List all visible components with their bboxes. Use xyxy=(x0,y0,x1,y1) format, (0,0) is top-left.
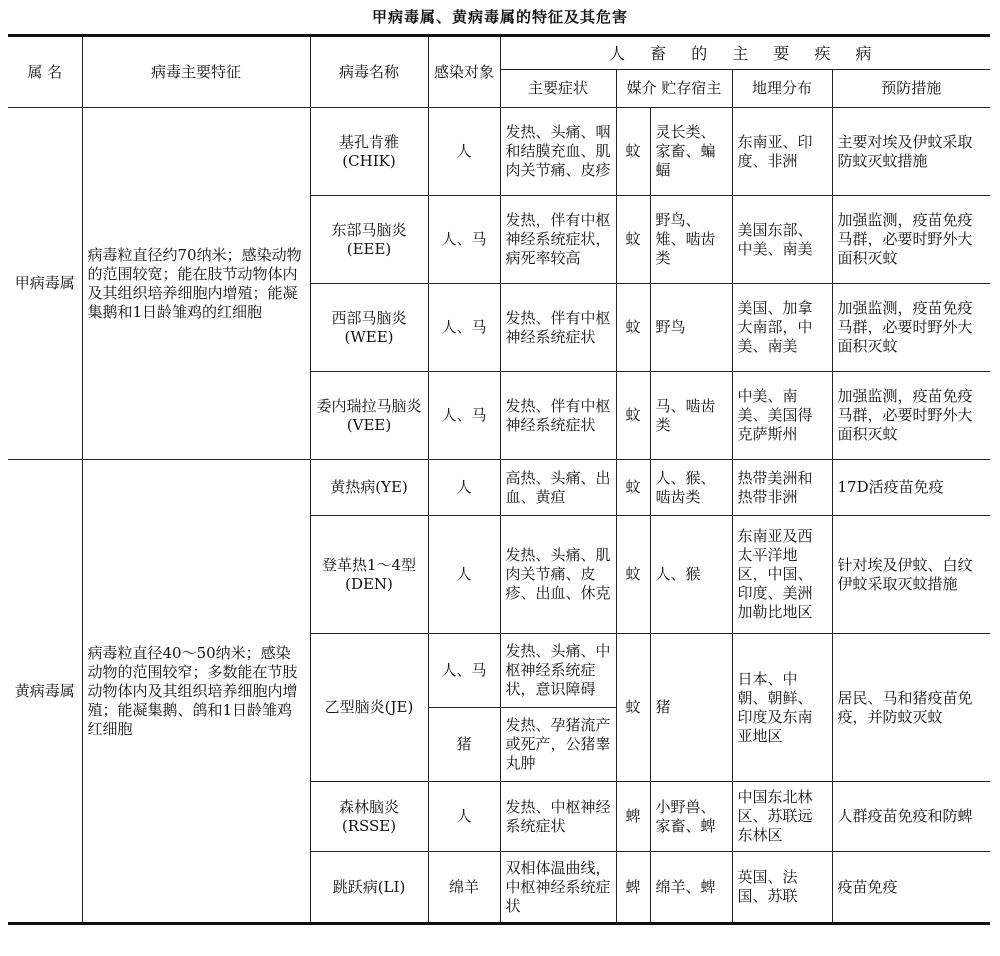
symptoms-cell: 发热、头痛、咽和结膜充血、肌肉关节痛、皮疹 xyxy=(500,108,616,196)
distribution-cell: 美国、加拿大南部，中美、南美 xyxy=(732,284,832,372)
symptoms-cell: 发热，伴有中枢神经系统症状，病死率较高 xyxy=(500,196,616,284)
table-row xyxy=(8,460,990,516)
reservoir-cell: 小野兽、家畜、蜱 xyxy=(650,782,732,852)
virus-name-cell: 东部马脑炎(EEE) xyxy=(310,196,428,284)
prevention-cell: 17D活疫苗免疫 xyxy=(832,460,990,516)
header-virus-name: 病毒名称 xyxy=(310,36,428,108)
reservoir-cell: 马、啮齿类 xyxy=(650,372,732,460)
target-cell: 人、马 xyxy=(428,634,500,708)
virus-table xyxy=(8,34,990,925)
prevention-cell: 加强监测，疫苗免疫马群，必要时野外大面积灭蚊 xyxy=(832,196,990,284)
virus-name-cell: 乙型脑炎(JE) xyxy=(310,634,428,782)
header-symptoms: 主要症状 xyxy=(500,70,616,108)
reservoir-cell: 人、猴 xyxy=(650,516,732,634)
virus-name-cell: 跳跃病(LI) xyxy=(310,852,428,924)
reservoir-cell: 绵羊、蜱 xyxy=(650,852,732,924)
header-genus: 属 名 xyxy=(8,36,82,108)
table-row xyxy=(8,108,990,196)
target-cell: 猪 xyxy=(428,708,500,782)
virus-name-cell: 基孔肯雅(CHIK) xyxy=(310,108,428,196)
table-title: 甲病毒属、黄病毒属的特征及其危害 xyxy=(371,8,628,26)
header-distribution: 地理分布 xyxy=(732,70,832,108)
vector-cell: 蚊 xyxy=(616,634,650,782)
header-disease-group: 人 畜 的 主 要 疾 病 xyxy=(500,36,990,70)
header-features: 病毒主要特征 xyxy=(82,36,310,108)
distribution-cell: 美国东部、中美、南美 xyxy=(732,196,832,284)
symptoms-cell: 发热、伴有中枢神经系统症状 xyxy=(500,372,616,460)
features-cell: 病毒粒直径40～50纳米；感染动物的范围较窄；多数能在节肢动物体内及其组织培养细胞内增殖；能凝集鹅、鸽和1日龄雏鸡红细胞 xyxy=(82,460,310,924)
target-cell: 人 xyxy=(428,516,500,634)
distribution-cell: 日本、中朝、朝鲜、印度及东南亚地区 xyxy=(732,634,832,782)
features-cell: 病毒粒直径约70纳米；感染动物的范围较宽；能在肢节动物体内及其组织培养细胞内增殖；能凝集鹅和1日龄雏鸡的红细胞 xyxy=(82,108,310,460)
vector-cell: 蚊 xyxy=(616,196,650,284)
distribution-cell: 热带美洲和热带非洲 xyxy=(732,460,832,516)
target-cell: 人、马 xyxy=(428,284,500,372)
target-cell: 绵羊 xyxy=(428,852,500,924)
reservoir-cell: 灵长类、家畜、蝙蝠 xyxy=(650,108,732,196)
virus-name-cell: 黄热病(YE) xyxy=(310,460,428,516)
vector-cell: 蚊 xyxy=(616,284,650,372)
virus-name-cell: 森林脑炎(RSSE) xyxy=(310,782,428,852)
genus-cell: 甲病毒属 xyxy=(8,108,82,460)
vector-cell: 蚊 xyxy=(616,108,650,196)
target-cell: 人 xyxy=(428,460,500,516)
virus-name-cell: 西部马脑炎(WEE) xyxy=(310,284,428,372)
symptoms-cell: 双相体温曲线，中枢神经系统症状 xyxy=(500,852,616,924)
symptoms-cell: 高热、头痛、出血、黄疸 xyxy=(500,460,616,516)
prevention-cell: 疫苗免疫 xyxy=(832,852,990,924)
vector-cell: 蚊 xyxy=(616,460,650,516)
symptoms-cell: 发热、头痛、肌肉关节痛、皮疹、出血、休克 xyxy=(500,516,616,634)
target-cell: 人、马 xyxy=(428,372,500,460)
virus-name-cell: 登革热1～4型(DEN) xyxy=(310,516,428,634)
vector-cell: 蚊 xyxy=(616,516,650,634)
virus-name-cell: 委内瑞拉马脑炎(VEE) xyxy=(310,372,428,460)
distribution-cell: 英国、法国、苏联 xyxy=(732,852,832,924)
distribution-cell: 东南亚、印度、非洲 xyxy=(732,108,832,196)
prevention-cell: 人群疫苗免疫和防蜱 xyxy=(832,782,990,852)
vector-cell: 蚊 xyxy=(616,372,650,460)
symptoms-cell: 发热、中枢神经系统症状 xyxy=(500,782,616,852)
target-cell: 人、马 xyxy=(428,196,500,284)
genus-cell: 黄病毒属 xyxy=(8,460,82,924)
distribution-cell: 东南亚及西太平洋地区，中国、印度、美洲加勒比地区 xyxy=(732,516,832,634)
vector-cell: 蜱 xyxy=(616,852,650,924)
prevention-cell: 主要对埃及伊蚊采取防蚊灭蚊措施 xyxy=(832,108,990,196)
symptoms-cell: 发热、伴有中枢神经系统症状 xyxy=(500,284,616,372)
header-prevention: 预防措施 xyxy=(832,70,990,108)
reservoir-cell: 野鸟、雉、啮齿类 xyxy=(650,196,732,284)
prevention-cell: 加强监测，疫苗免疫马群，必要时野外大面积灭蚊 xyxy=(832,372,990,460)
header-target: 感染对象 xyxy=(428,36,500,108)
header-vector-reservoir: 媒介 贮存宿主 xyxy=(616,70,732,108)
reservoir-cell: 野鸟 xyxy=(650,284,732,372)
symptoms-cell: 发热、头痛、中枢神经系统症状，意识障碍 xyxy=(500,634,616,708)
reservoir-cell: 人、猴、啮齿类 xyxy=(650,460,732,516)
target-cell: 人 xyxy=(428,782,500,852)
distribution-cell: 中美、南美、美国得克萨斯州 xyxy=(732,372,832,460)
distribution-cell: 中国东北林区、苏联远东林区 xyxy=(732,782,832,852)
reservoir-cell: 猪 xyxy=(650,634,732,782)
prevention-cell: 针对埃及伊蚊、白纹伊蚊采取灭蚊措施 xyxy=(832,516,990,634)
symptoms-cell: 发热、孕猪流产或死产，公猪睾丸肿 xyxy=(500,708,616,782)
vector-cell: 蜱 xyxy=(616,782,650,852)
target-cell: 人 xyxy=(428,108,500,196)
prevention-cell: 加强监测，疫苗免疫马群，必要时野外大面积灭蚊 xyxy=(832,284,990,372)
prevention-cell: 居民、马和猪疫苗免疫，并防蚊灭蚊 xyxy=(832,634,990,782)
